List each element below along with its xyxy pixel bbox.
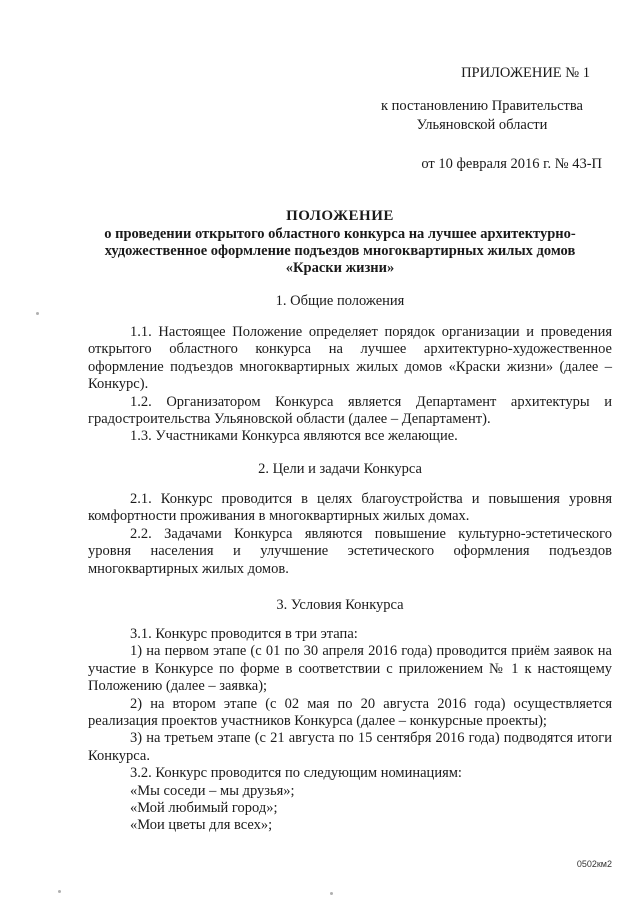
- document-subtitle-line-1: о проведении открытого областного конкурса на лучшее архитектурно-: [104, 226, 576, 242]
- document-subtitle-line-2: художественное оформление подъездов многоквартирных жилых домов: [104, 243, 576, 259]
- section-1-body: [88, 324, 612, 446]
- section-3-body: [88, 626, 612, 835]
- nomination-1: «Мы соседи – мы друзья»;: [130, 782, 295, 799]
- paragraph-1-2: 1.2. Организатором Конкурса является Департамент архитектуры и градостроительства Ульяновской области (далее – Департамент).: [88, 393, 612, 428]
- document-code: 0502км2: [576, 859, 612, 869]
- paragraph-1-3: 1.3. Участниками Конкурса являются все желающие.: [130, 428, 458, 445]
- section-1-title: 1. Общие положения: [275, 293, 405, 309]
- nomination-3: «Мои цветы для всех»;: [130, 817, 273, 834]
- appendix-date: от 10 февраля 2016 г. № 43-П: [421, 156, 602, 172]
- scan-speck: [58, 890, 61, 893]
- appendix-title: ПРИЛОЖЕНИЕ № 1: [461, 65, 590, 81]
- paragraph-3-1-1: 1) на первом этапе (с 01 по 30 апреля 2016 года) проводится приём заявок на участие в Конкурсе по форме в соответствии с приложением № 1 к настоящему Положению (далее – заявка);: [88, 643, 612, 695]
- document-subtitle-line-3: «Краски жизни»: [285, 260, 395, 276]
- paragraph-3-2: 3.2. Конкурс проводится по следующим номинациям:: [130, 765, 462, 782]
- paragraph-3-1-2: 2) на втором этапе (с 02 мая по 20 августа 2016 года) осуществляется реализация проектов участников Конкурса (далее – конкурсные проекты);: [88, 695, 612, 730]
- section-3-title: 3. Условия Конкурса: [276, 597, 404, 613]
- section-2-title: 2. Цели и задачи Конкурса: [258, 461, 422, 477]
- document-title: ПОЛОЖЕНИЕ: [286, 208, 394, 224]
- paragraph-3-1: 3.1. Конкурс проводится в три этапа:: [130, 626, 358, 642]
- paragraph-2-2: 2.2. Задачами Конкурса являются повышение культурно-эстетического уровня населения и улучшение эстетического оформления подъездов многоквартирных жилых домов.: [88, 525, 612, 577]
- appendix-line-1: к постановлению Правительства: [381, 98, 583, 114]
- section-2-body: [88, 491, 612, 578]
- paragraph-3-1-3: 3) на третьем этапе (с 21 августа по 15 сентября 2016 года) подводятся итоги Конкурса.: [88, 730, 612, 764]
- paragraph-1-1: 1.1. Настоящее Положение определяет порядок организации и проведения открытого областного конкурса на лучшее архитектурно-художественное оформление подъездов многоквартирных жилых домов «Краски жизни» (далее – Конкурс).: [88, 324, 612, 393]
- scan-speck: [330, 892, 333, 895]
- appendix-block: [362, 64, 602, 174]
- scan-speck: [36, 312, 39, 315]
- appendix-line-2: Ульяновской области: [416, 117, 548, 133]
- document-heading: [80, 208, 600, 277]
- nomination-2: «Мой любимый город»;: [130, 800, 278, 817]
- paragraph-2-1: 2.1. Конкурс проводится в целях благоустройства и повышения уровня комфортности проживания в многоквартирных жилых домах.: [88, 491, 612, 525]
